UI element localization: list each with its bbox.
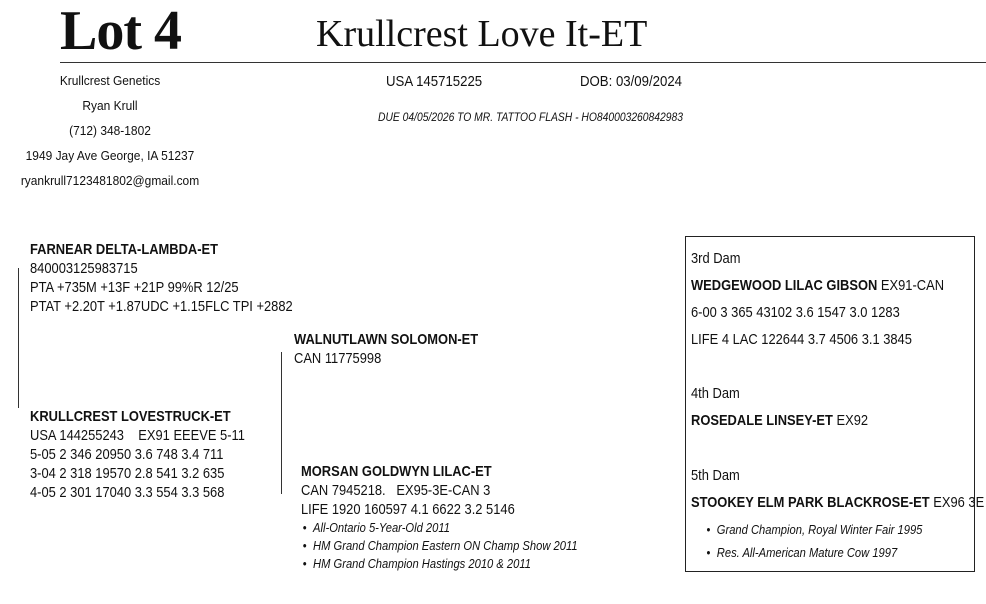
fourth-dam-name: ROSEDALE LINSEY-ET xyxy=(691,412,833,429)
honor-item: • HM Grand Champion Hastings 2010 & 2011 xyxy=(313,555,578,573)
honor-item: • HM Grand Champion Eastern ON Champ Show 2011 xyxy=(313,537,578,555)
due-date-line: DUE 04/05/2026 TO MR. TATTOO FLASH - HO840003260842983 xyxy=(378,110,683,124)
fourth-dam-label: 4th Dam xyxy=(691,385,740,402)
header-divider xyxy=(60,62,986,63)
maternal-grandsire-name: WALNUTLAWN SOLOMON-ET xyxy=(294,331,479,348)
registration-number: USA 145715225 xyxy=(386,73,483,90)
dam-record: 4-05 2 301 17040 3.3 554 3.3 568 xyxy=(30,484,225,501)
fifth-dam-label: 5th Dam xyxy=(691,467,740,484)
dam-block xyxy=(30,407,245,502)
maternal-granddam-honors xyxy=(301,519,578,573)
pedigree-connector-middle xyxy=(281,352,282,494)
maternal-granddam-block xyxy=(301,462,578,573)
consignor-address: 1949 Jay Ave George, IA 51237 xyxy=(25,148,195,163)
sire-ptat: PTAT +2.20T +1.87UDC +1.15FLC TPI +2882 xyxy=(30,298,293,315)
dams-box xyxy=(685,236,985,572)
honor-item: • All-Ontario 5-Year-Old 2011 xyxy=(313,519,578,537)
consignor-info xyxy=(9,68,211,193)
fourth-dam-score: EX92 xyxy=(832,412,869,429)
third-dam-record: 6-00 3 365 43102 3.6 1547 3.0 1283 xyxy=(691,304,900,321)
consignor-name: Ryan Krull xyxy=(82,98,138,113)
animal-name: Krullcrest Love It-ET xyxy=(316,13,648,55)
sire-id: 840003125983715 xyxy=(30,260,138,277)
fifth-dam-name: STOOKEY ELM PARK BLACKROSE-ET xyxy=(691,494,930,511)
fifth-dam-honors xyxy=(691,518,984,564)
dam-record: 3-04 2 318 19570 2.8 541 3.2 635 xyxy=(30,465,225,482)
consignor-email: ryankrull7123481802@gmail.com xyxy=(20,173,200,188)
maternal-granddam-life: LIFE 1920 160597 4.1 6622 3.2 5146 xyxy=(301,501,515,518)
sire-pta: PTA +735M +13F +21P 99%R 12/25 xyxy=(30,279,239,296)
sire-name: FARNEAR DELTA-LAMBDA-ET xyxy=(30,241,218,258)
lot-number: Lot 4 xyxy=(60,0,181,62)
dams-box-content xyxy=(691,245,984,564)
third-dam-life: LIFE 4 LAC 122644 3.7 4506 3.1 3845 xyxy=(691,331,912,348)
maternal-granddam-name: MORSAN GOLDWYN LILAC-ET xyxy=(301,463,492,480)
dam-name: KRULLCREST LOVESTRUCK-ET xyxy=(30,408,231,425)
date-of-birth: DOB: 03/09/2024 xyxy=(580,73,683,90)
third-dam-name: WEDGEWOOD LILAC GIBSON xyxy=(691,277,878,294)
fifth-dam-score: EX96 3E xyxy=(929,494,985,511)
third-dam-score: EX91-CAN xyxy=(877,277,945,294)
pedigree-connector-left xyxy=(18,268,19,408)
honor-item: • Grand Champion, Royal Winter Fair 1995 xyxy=(717,518,984,541)
sire-block xyxy=(30,240,293,316)
consignor-farm: Krullcrest Genetics xyxy=(59,73,161,88)
dam-registration: USA 144255243 EX91 EEEVE 5-11 xyxy=(30,427,245,444)
consignor-phone: (712) 348-1802 xyxy=(69,123,151,138)
third-dam-label: 3rd Dam xyxy=(691,250,741,267)
third-dam-line xyxy=(691,272,984,299)
maternal-granddam-registration: CAN 7945218. EX95-3E-CAN 3 xyxy=(301,482,491,499)
dam-record: 5-05 2 346 20950 3.6 748 3.4 711 xyxy=(30,446,224,463)
maternal-grandsire-block xyxy=(294,330,478,368)
honor-item: • Res. All-American Mature Cow 1997 xyxy=(717,541,984,564)
fifth-dam-line xyxy=(691,489,984,516)
maternal-grandsire-registration: CAN 11775998 xyxy=(294,350,382,367)
fourth-dam-line xyxy=(691,407,984,434)
